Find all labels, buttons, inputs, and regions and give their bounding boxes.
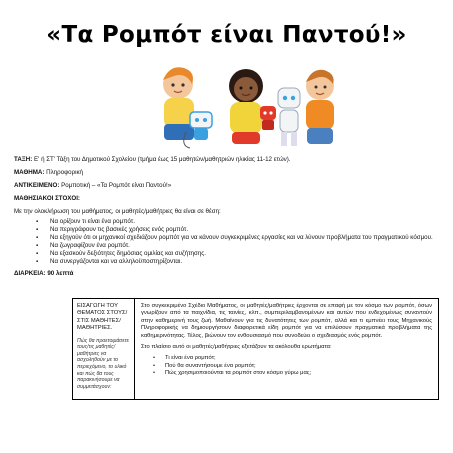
introduction-table-left-cell [73, 299, 135, 399]
list-item: • Τι είναι ένα ρομπότ; [153, 355, 432, 362]
objectives-heading [14, 195, 444, 203]
class-value: Ε' ή ΣΤ' Τάξη του Δημοτικού Σχολείου (τμήμα έως 15 μαθητών/μαθητριών ηλικίας 11-12 ετών). [34, 156, 291, 163]
list-item: ▪ Να συνεργάζονται και να αλληλοϋποστηρίζονται. [36, 258, 444, 266]
introduction-header: ΕΙΣΑΓΩΓΗ ΤΟΥ ΘΕΜΑΤΟΣ ΣΤΟΥΣ/ΣΤΙΣ ΜΑΘΗΤΕΣ/ΜΑΘΗΤΡΙΕΣ. [77, 303, 128, 332]
boy-figure [163, 67, 194, 140]
questions-intro: Στο πλαίσιο αυτό οι μαθητές/μαθήτριες εξετάζουν τα ακόλουθα ερωτήματα: [141, 344, 332, 351]
subject-line [14, 169, 444, 177]
objectives-list [36, 218, 444, 266]
list-item: • Πώς χρησιμοποιούνται τα ρομπότ στον κόσμο γύρω μας; [153, 370, 432, 377]
objectives-label: ΜΑΘΗΣΙΑΚΟΙ ΣΤΟΧΟΙ: [14, 195, 80, 202]
list-item: ▪ Να εξασκούν δεξιότητες δημόσιας ομιλίας και συζήτησης. [36, 250, 444, 258]
boy-figure-right [306, 70, 334, 144]
subject-value: Πληροφορική [46, 169, 84, 176]
introduction-table-right-cell [135, 299, 438, 399]
page-title: «Τα Ρομπότ είναι Παντού!» [46, 22, 407, 48]
duration-value: 90 λεπτά [47, 270, 74, 277]
class-line [14, 156, 444, 164]
red-robot [260, 106, 276, 130]
introduction-note: Πώς θα προετοιμάσετε τους/τις μαθητές/μαθήτριες να ασχοληθούν με το περιεχόμενο, το υλικό και πώς θα τους παρακινήσουμε να συμμετάσχουν: [77, 337, 129, 390]
white-robot [278, 88, 300, 146]
list-item: ▪ Να ζωγραφίζουν ένα ρομπότ. [36, 242, 444, 250]
objectives-intro: Με την ολοκλήρωση του μαθήματος, οι μαθητές/μαθήτριες θα είναι σε θέση: [14, 208, 221, 215]
duration-line [14, 270, 444, 278]
duration-label: ΔΙΑΡΚΕΙΑ: [14, 270, 46, 277]
subject-label: ΜΑΘΗΜΑ: [14, 169, 45, 176]
topic-label: ΑΝΤΙΚΕΙΜΕΝΟ: [14, 182, 60, 189]
kids-with-robots-illustration [150, 62, 340, 154]
topic-value: Ρομποτική – «Τα Ρομπότ είναι Παντού!» [61, 182, 172, 189]
introduction-paragraph: Στο συγκεκριμένο Σχέδιο Μαθήματος, οι μαθητές/μαθήτριες έρχονται σε επαφή με τον κόσμο των ρομπότ, όσων γνωρίζουν από τα παιχνίδια, τις ταινίες, κλπ., συμπεριλαμβανομένων και αυτών που ενδεχομένως συναντούν στην καθημερινή τους ζωή. Μαθαίνουν για τις δυνατότητες των ρομπότ, αλλά και τι εμπνέει τους Μηχανικούς Πληροφορικής να δημιουργήσουν διαφορετικά είδη ρομπότ για να επιλύσουν πραγματικά προβλήματα της καθημερινότητας. Τέλος, βιώνουν τον ενθουσιασμό που συνοδεύει ο σχεδιασμός ενός ρομπότ. [141, 303, 432, 339]
girl-figure [229, 69, 263, 144]
topic-line [14, 182, 444, 190]
list-item: • Πού θα συναντήσουμε ένα ρομπότ; [153, 363, 432, 370]
questions-list [153, 355, 432, 377]
list-item: ▪ Να ορίζουν τι είναι ένα ρομπότ. [36, 218, 444, 226]
lesson-metadata [14, 156, 444, 283]
class-label: ΤΑΞΗ: [14, 156, 33, 163]
list-item: ▪ Να εξηγούν ότι οι μηχανικοί σχεδιάζουν ρομπότ για να κάνουν συγκεκριμένες εργασίες και να λύνουν προβλήματα του πραγματικού κόσμου. [36, 234, 444, 242]
introduction-table [72, 298, 439, 400]
list-item: ▪ Να περιγράφουν τις βασικές χρήσεις ενός ρομπότ. [36, 226, 444, 234]
